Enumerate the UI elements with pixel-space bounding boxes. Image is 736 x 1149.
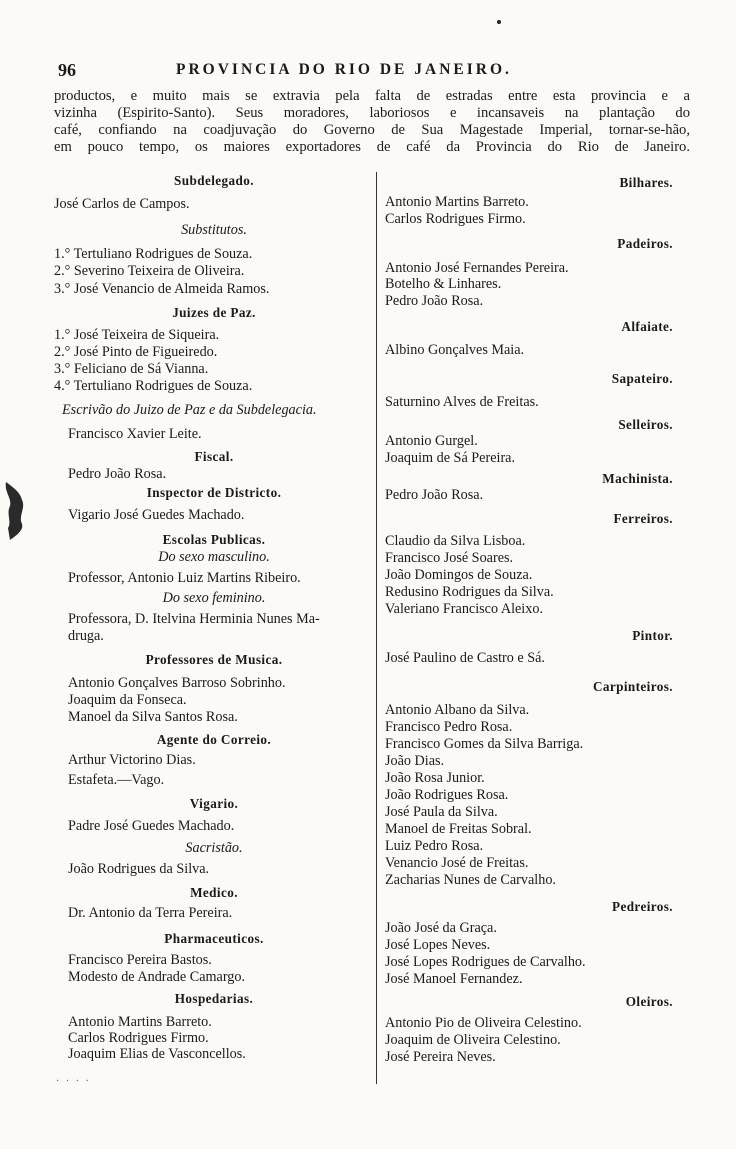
entry-line: Carlos Rodrigues Firmo.: [385, 211, 526, 227]
entry-line: Vigario José Guedes Machado.: [68, 507, 245, 523]
running-title: PROVINCIA DO RIO DE JANEIRO.: [176, 61, 512, 78]
intro-line: vizinha (Espirito-Santo). Seus moradores, laboriosos e incansaveis na plantação do: [54, 105, 690, 121]
entry-line: Modesto de Andrade Camargo.: [68, 969, 246, 985]
entry-line: druga.: [68, 628, 104, 644]
entry-line: José Manoel Fernandez.: [385, 971, 523, 987]
entry-line: Joaquim Elias de Vasconcellos.: [68, 1046, 246, 1062]
section-heading-oleiros: Oleiros.: [625, 994, 673, 1009]
section-heading-subdelegado: Subdelegado.: [174, 173, 254, 188]
entry-line: João Dias.: [385, 753, 445, 769]
section-heading-padeiros: Padeiros.: [617, 236, 673, 251]
intro-line: productos, e muito mais se extravia pela falta de estradas entre esta provincia e a: [54, 88, 690, 104]
entry-line: João Rodrigues Rosa.: [385, 787, 509, 803]
section-heading-vigario: Vigario.: [189, 796, 239, 811]
entry-line: Padre José Guedes Machado.: [68, 818, 235, 834]
section-heading-sapateiro: Sapateiro.: [611, 371, 673, 386]
entry-line: 4.° Tertuliano Rodrigues de Souza.: [54, 378, 253, 394]
section-heading-pharmaceuticos: Pharmaceuticos.: [164, 931, 264, 946]
subheading-substitutos: Substitutos.: [181, 222, 247, 238]
section-heading-machinista: Machinista.: [602, 471, 673, 486]
intro-paragraph: [54, 88, 690, 156]
entry-line: Venancio José de Freitas.: [385, 855, 529, 871]
entry-line: Joaquim de Oliveira Celestino.: [385, 1032, 561, 1048]
entry-line: João Rosa Junior.: [385, 770, 485, 786]
entry-line: Pedro João Rosa.: [385, 293, 484, 309]
entry-line: João José da Graça.: [385, 920, 497, 936]
intro-line: café, confiando na coadjuvação do Governo de Sua Magestade Imperial, tornar-se-hão,: [54, 122, 690, 138]
subheading-do-sexo-feminino: Do sexo feminino.: [162, 590, 266, 606]
page-number: 96: [58, 60, 76, 80]
entry-line: João Domingos de Souza.: [385, 567, 533, 583]
section-heading-fiscal: Fiscal.: [194, 449, 234, 464]
entry-line: Dr. Antonio da Terra Pereira.: [68, 905, 233, 921]
entry-line: Joaquim de Sá Pereira.: [385, 450, 516, 466]
entry-line: Albino Gonçalves Maia.: [385, 342, 525, 358]
section-heading-hospedarias: Hospedarias.: [174, 991, 254, 1006]
entry-line: Luiz Pedro Rosa.: [385, 838, 484, 854]
entry-line: Professor, Antonio Luiz Martins Ribeiro.: [68, 570, 301, 586]
entry-line: Antonio José Fernandes Pereira.: [385, 260, 569, 276]
entry-line: Antonio Martins Barreto.: [68, 1014, 212, 1030]
entry-line: Estafeta.—Vago.: [68, 772, 165, 788]
subheading-do-sexo-masculino: Do sexo masculino.: [158, 549, 270, 565]
entry-line: José Pereira Neves.: [385, 1049, 496, 1065]
entry-line: Manoel de Freitas Sobral.: [385, 821, 532, 837]
section-heading-agente-do-correio: Agente do Correio.: [156, 732, 272, 747]
section-heading-escolas-publicas: Escolas Publicas.: [162, 532, 266, 547]
section-heading-carpinteiros: Carpinteiros.: [592, 679, 673, 694]
entry-line: Carlos Rodrigues Firmo.: [68, 1030, 209, 1046]
page-header: [58, 60, 686, 84]
entry-line: Antonio Pio de Oliveira Celestino.: [385, 1015, 582, 1031]
entry-line: Antonio Albano da Silva.: [385, 702, 530, 718]
entry-line: 2.° José Pinto de Figueiredo.: [54, 344, 218, 360]
entry-line: Valeriano Francisco Aleixo.: [385, 601, 543, 617]
binding-ink-mark: [0, 478, 34, 542]
entry-line: Francisco Pereira Bastos.: [68, 952, 212, 968]
entry-line: José Carlos de Campos.: [54, 196, 190, 212]
entry-line: Antonio Gurgel.: [385, 433, 478, 449]
intro-line: em pouco tempo, os maiores exportadores de café da Provincia do Rio de Janeiro.: [54, 139, 690, 155]
entry-line: Zacharias Nunes de Carvalho.: [385, 872, 556, 888]
entry-line: Francisco José Soares.: [385, 550, 514, 566]
section-heading-bilhares: Bilhares.: [619, 175, 673, 190]
entry-line: José Lopes Rodrigues de Carvalho.: [385, 954, 586, 970]
entry-line: Francisco Xavier Leite.: [68, 426, 202, 442]
entry-line: Joaquim da Fonseca.: [68, 692, 187, 708]
entry-line: 3.° Feliciano de Sá Vianna.: [54, 361, 209, 377]
entry-line: José Lopes Neves.: [385, 937, 491, 953]
entry-line: Francisco Pedro Rosa.: [385, 719, 513, 735]
entry-line: Botelho & Linhares.: [385, 276, 502, 292]
entry-line: 2.° Severino Teixeira de Oliveira.: [54, 263, 245, 279]
section-heading-professores-de-musica: Professores de Musica.: [145, 652, 283, 667]
subheading-escriv-o-do-juizo-de-paz-e-da-subdelegacia: Escrivão do Juizo de Paz e da Subdelegacia.: [62, 402, 317, 418]
entry-line: Pedro João Rosa.: [385, 487, 484, 503]
section-heading-pintor: Pintor.: [632, 628, 673, 643]
section-heading-ferreiros: Ferreiros.: [613, 511, 673, 526]
ink-dot: [497, 20, 501, 24]
section-heading-pedreiros: Pedreiros.: [611, 899, 673, 914]
entry-line: José Paula da Silva.: [385, 804, 498, 820]
entry-line: Saturnino Alves de Freitas.: [385, 394, 539, 410]
section-heading-medico: Medico.: [190, 885, 238, 900]
section-heading-juizes-de-paz: Juizes de Paz.: [172, 305, 256, 320]
entry-line: Manoel da Silva Santos Rosa.: [68, 709, 238, 725]
column-divider: [376, 172, 377, 1084]
entry-line: Arthur Victorino Dias.: [68, 752, 196, 768]
entry-line: 3.° José Venancio de Almeida Ramos.: [54, 281, 270, 297]
footer-marks: · · · ·: [56, 1076, 91, 1087]
entry-line: José Paulino de Castro e Sá.: [385, 650, 545, 666]
entry-line: Claudio da Silva Lisboa.: [385, 533, 526, 549]
entry-line: Antonio Martins Barreto.: [385, 194, 529, 210]
entry-line: 1.° José Teixeira de Siqueira.: [54, 327, 220, 343]
entry-line: Francisco Gomes da Silva Barriga.: [385, 736, 584, 752]
entry-line: Professora, D. Itelvina Herminia Nunes Ma-: [68, 611, 320, 627]
section-heading-alfaiate: Alfaiate.: [621, 319, 673, 334]
subheading-sacrist-o: Sacristão.: [185, 840, 243, 856]
section-heading-selleiros: Selleiros.: [618, 417, 673, 432]
entry-line: Pedro João Rosa.: [68, 466, 167, 482]
entry-line: João Rodrigues da Silva.: [68, 861, 210, 877]
section-heading-inspector-de-districto: Inspector de Districto.: [146, 485, 282, 500]
entry-line: Antonio Gonçalves Barroso Sobrinho.: [68, 675, 286, 691]
entry-line: 1.° Tertuliano Rodrigues de Souza.: [54, 246, 253, 262]
entry-line: Redusino Rodrigues da Silva.: [385, 584, 554, 600]
